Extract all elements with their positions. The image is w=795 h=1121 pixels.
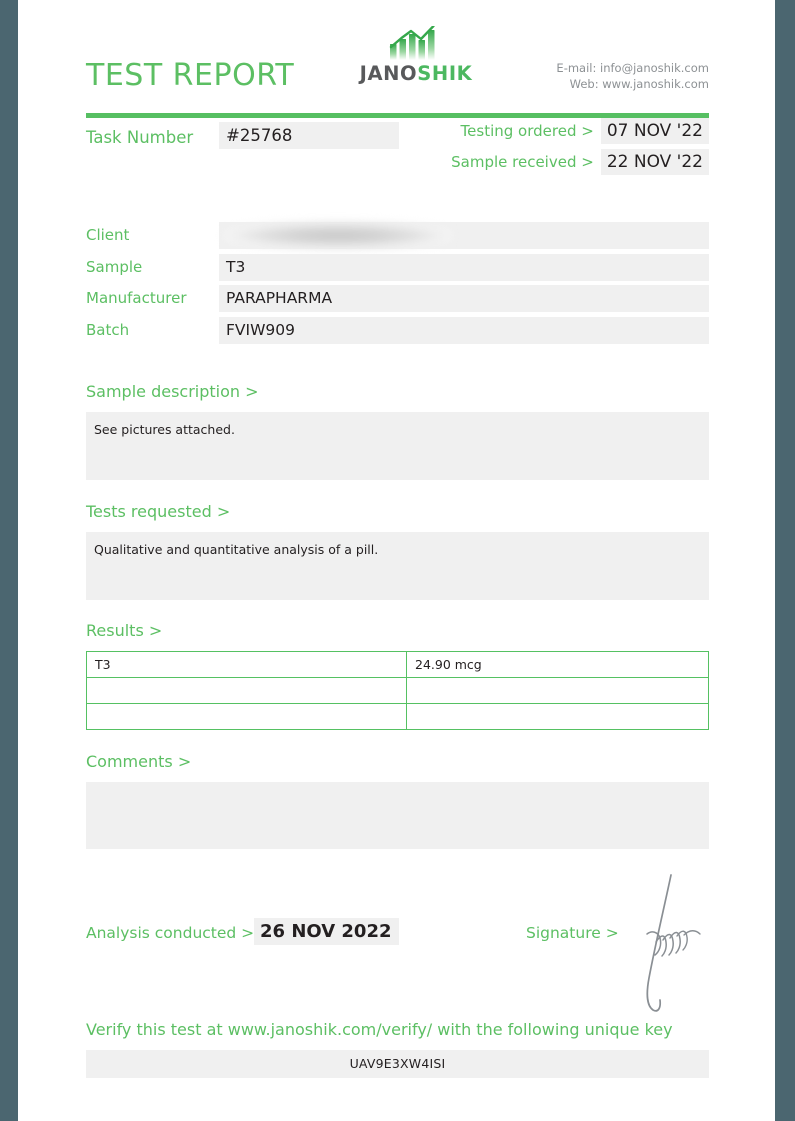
sample-fields [86,222,709,348]
tests-requested-heading: Tests requested > [86,502,231,521]
result-name [87,704,407,730]
field-row-batch [86,317,709,349]
contact-info [556,60,709,92]
results-table [86,651,709,730]
field-label-batch: Batch [86,320,130,339]
bar-chart-ascending-icon [356,26,476,60]
testing-ordered-row [409,118,709,149]
comments-section [86,752,709,849]
sample-received-label: Sample received > [451,153,594,171]
testing-ordered-value: 07 NOV '22 [601,118,709,144]
comments-heading: Comments > [86,752,192,771]
field-label-sample: Sample [86,257,143,276]
signature-label: Signature > [526,924,619,942]
analysis-conducted-date: 26 NOV 2022 [254,918,399,945]
verify-section [86,1020,709,1078]
result-value: 24.90 mcg [407,652,709,678]
tests-requested-section [86,502,709,600]
table-row [87,652,709,678]
result-value [407,678,709,704]
result-value [407,704,709,730]
field-row-sample [86,254,709,286]
report-header [86,0,709,118]
field-row-client [86,222,709,254]
field-label-manufacturer: Manufacturer [86,289,187,307]
results-section [86,621,709,730]
brand-logo [356,26,476,85]
result-name: T3 [87,652,407,678]
redacted-client-name [223,221,453,250]
dates-block [409,118,709,180]
task-number-value: #25768 [219,122,399,149]
results-heading: Results > [86,621,163,640]
result-name [87,678,407,704]
table-row [87,678,709,704]
task-number-label: Task Number [86,128,194,147]
page-title: TEST REPORT [86,58,295,93]
testing-ordered-label: Testing ordered > [460,122,594,140]
contact-web: Web: www.janoshik.com [569,77,709,91]
field-label-client: Client [86,226,130,244]
table-row [87,704,709,730]
unique-key-value: UAV9E3XW4ISI [86,1050,709,1078]
sample-description-section [86,382,709,480]
document-page [18,0,775,1121]
brand-name-part2: SHIK [417,62,473,85]
sample-description-heading: Sample description > [86,382,259,401]
field-row-manufacturer [86,285,709,317]
comments-body [86,782,709,849]
field-value-sample: T3 [219,254,709,281]
brand-name [356,62,476,85]
contact-email: E-mail: info@janoshik.com [556,61,709,75]
verify-instructions: Verify this test at www.janoshik.com/verify/ with the following unique key [86,1020,673,1039]
signoff-section [86,887,709,1012]
tests-requested-body: Qualitative and quantitative analysis of a pill. [86,532,709,600]
brand-name-part1: JANO [359,62,418,85]
sample-received-value: 22 NOV '22 [601,149,709,175]
field-value-batch: FVIW909 [219,317,709,344]
sample-description-body: See pictures attached. [86,412,709,480]
field-value-manufacturer: PARAPHARMA [219,285,709,312]
document-content [86,0,709,1121]
task-and-dates-row [86,118,709,194]
handwritten-signature-icon [631,872,721,1017]
analysis-conducted-label: Analysis conducted > [86,924,255,942]
sample-received-row [409,149,709,180]
